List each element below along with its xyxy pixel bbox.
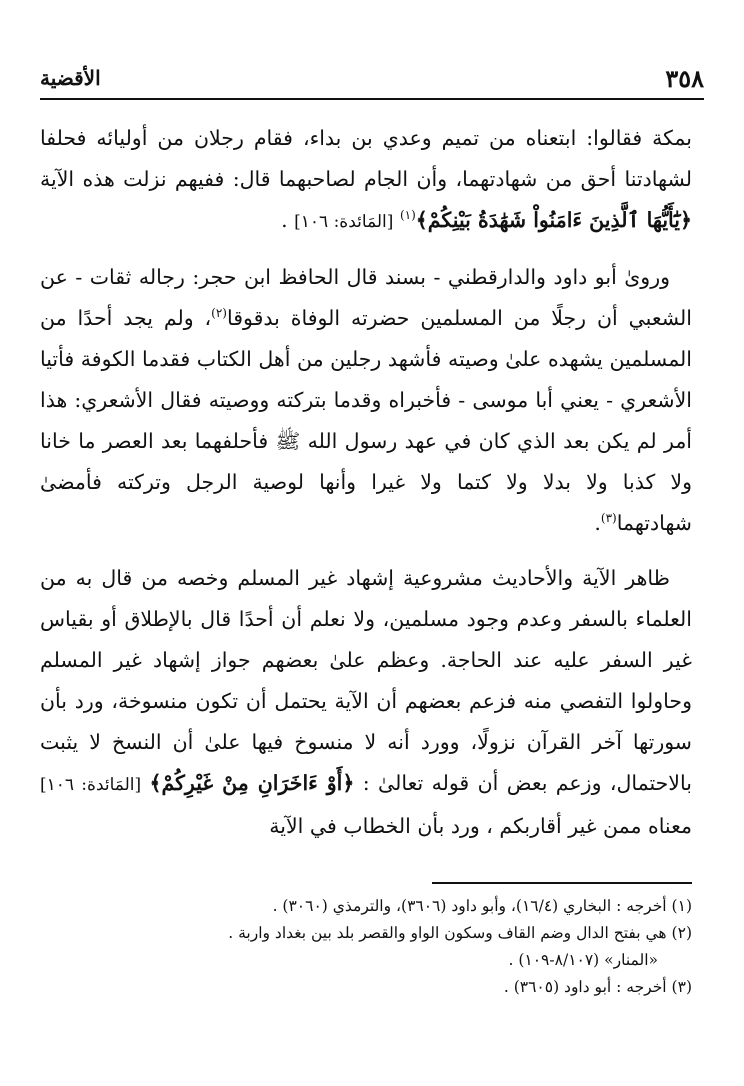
verse-reference: [المَائدة: ١٠٦] — [294, 212, 394, 232]
footnote-text: «المنار» (٨/١٠٧-١٠٩) . — [508, 951, 658, 969]
footnote-number: (٣) — [671, 978, 692, 996]
quran-verse: ﴿أَوْ ءَاخَرَانِ مِنْ غَيْرِكُمْ﴾ — [149, 771, 355, 795]
footnote-1 — [40, 894, 692, 918]
footnote-number: (١) — [671, 897, 692, 915]
main-text — [40, 118, 692, 861]
paragraph-2 — [40, 257, 692, 544]
footnotes — [40, 894, 692, 1002]
footnote-marker: (٢) — [211, 306, 227, 321]
paragraph-3 — [40, 558, 692, 847]
paragraph-text: بمكة فقالوا: ابتعناه من تميم وعدي بن بداء، فقام رجلان من أوليائه فحلفا لشهادتنا أحق من شهادتهما، وأن الجام لصاحبهما قال: ففيهم نزلت هذه الآية — [40, 126, 692, 191]
footnote-text: أخرجه : البخاري (١٦/٤)، وأبو داود (٣٦٠٦)، والترمذي (٣٠٦٠) . — [272, 897, 667, 915]
footnote-number: (٢) — [671, 924, 692, 942]
paragraph-text-cont: ، ولم يجد أحدًا من المسلمين يشهده علىٰ وصيته فأشهد رجلين من أهل الكتاب فقدما الكوفة فأتيا الأشعري - يعني أبا موسى - فأخبراه وقدما بتركته ووصيته فقال الأشعري: هذا أمر لم يكن بعد الذي كان في عهد رسول الله ﷺ فأحلفهما بعد العصر ما خانا ولا كذبا ولا بدلا ولا كتما ولا غيرا وأنها لوصية الرجل وتركته فأمضىٰ شهادتهما — [40, 306, 692, 535]
paragraph-end: . — [281, 208, 295, 232]
page-header — [40, 58, 704, 100]
paragraph-text-cont: معناه ممن غير أقاربكم ، ورد بأن الخطاب في الآية — [269, 814, 692, 838]
footnote-2-continuation — [40, 948, 692, 972]
verse-reference: [المَائدة: ١٠٦] — [40, 775, 142, 795]
paragraph-end: . — [594, 511, 601, 535]
paragraph-text: ظاهر الآية والأحاديث مشروعية إشهاد غير المسلم وخصه من قال به من العلماء بالسفر وعدم وجود مسلمين، ولا نعلم أن أحدًا قال بالإطلاق أو بقياس غير السفر عليه عند الحاجة. وعظم علىٰ بعضهم جواز إشهاد غير المسلم وحاولوا التفصي منه فزعم بعضهم أن الآية يحتمل أن تكون منسوخة، ورد بأن سورتها آخر القرآن نزولًا، وورد أنه لا منسوخ فيها علىٰ أن النسخ لا يثبت بالاحتمال، وزعم بعض أن قوله تعالىٰ : — [40, 566, 692, 795]
page-number: ٣٥٨ — [665, 63, 704, 93]
running-title: الأقضية — [40, 66, 101, 90]
footnote-text: هي بفتح الدال وضم القاف وسكون الواو والقصر بلد بين بغداد واربة . — [228, 924, 667, 942]
footnote-text: أخرجه : أبو داود (٣٦٠٥) . — [503, 978, 667, 996]
footnote-3 — [40, 975, 692, 999]
footnote-2 — [40, 921, 692, 945]
quran-verse: ﴿يَٰٓأَيُّهَا ٱلَّذِينَ ءَامَنُواْ شَهَٰدَةُ بَيْنِكُمْ﴾ — [415, 208, 692, 232]
footnote-marker: (١) — [399, 208, 416, 223]
paragraph-1 — [40, 118, 692, 243]
paragraph-text: وروىٰ أبو داود والدارقطني - بسند قال الحافظ ابن حجر: رجاله ثقات - عن الشعبي أن رجلًا من المسلمين حضرته الوفاة بدقوقا — [40, 265, 692, 330]
footnote-marker: (٣) — [600, 511, 617, 526]
footnote-divider — [432, 882, 692, 884]
